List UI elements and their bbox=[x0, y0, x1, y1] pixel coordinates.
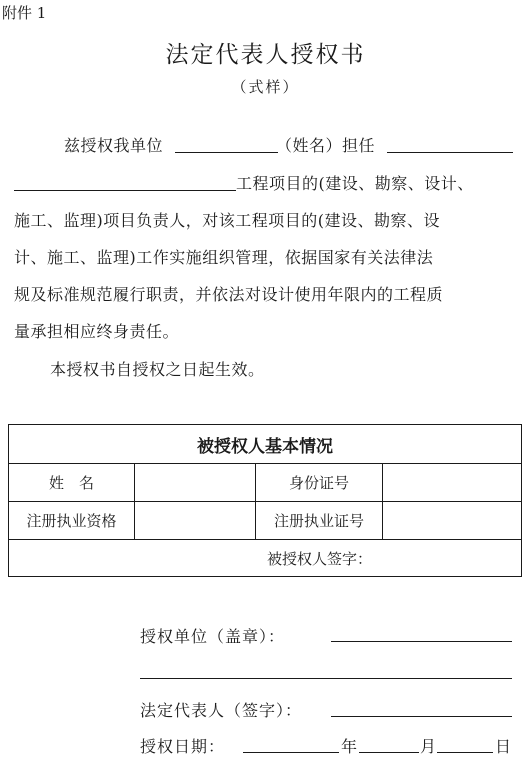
day-blank[interactable] bbox=[437, 752, 493, 753]
document-title: 法定代表人授权书 bbox=[165, 42, 366, 68]
id-number-label: 身份证号 bbox=[256, 464, 383, 502]
qualification-label: 注册执业资格 bbox=[9, 502, 135, 540]
legal-rep-label: 法定代表人（签字）： bbox=[140, 701, 303, 720]
signature-label: 被授权人签字： bbox=[267, 549, 373, 568]
signature-cell[interactable] bbox=[9, 540, 522, 577]
authorizing-unit-label: 授权单位（盖章）： bbox=[140, 627, 286, 646]
date-label: 授权日期： bbox=[140, 737, 226, 756]
person-name-blank[interactable] bbox=[387, 152, 513, 153]
body-line-3: 施工、监理)项目负责人，对该工程项目的(建设、勘察、设 bbox=[14, 211, 440, 230]
certificate-number-value-cell[interactable] bbox=[383, 502, 522, 540]
year-blank[interactable] bbox=[243, 752, 339, 753]
name-value-cell[interactable] bbox=[135, 464, 256, 502]
year-label: 年 bbox=[341, 737, 359, 756]
month-label: 月 bbox=[420, 737, 438, 756]
extra-blank-line[interactable] bbox=[140, 678, 512, 679]
day-label: 日 bbox=[495, 737, 513, 756]
body-line-6: 量承担相应终身责任。 bbox=[14, 322, 180, 341]
body-line-1b: （姓名）担任 bbox=[276, 136, 376, 155]
authorizing-unit-blank[interactable] bbox=[331, 641, 512, 642]
body-line-2: 工程项目的(建设、勘察、设计、 bbox=[236, 174, 474, 193]
table-header: 被授权人基本情况 bbox=[9, 425, 522, 464]
id-number-value-cell[interactable] bbox=[383, 464, 522, 502]
body-line-1a: 兹授权我单位 bbox=[64, 136, 164, 155]
annex-label: 附件 1 bbox=[2, 4, 47, 22]
qualification-value-cell[interactable] bbox=[135, 502, 256, 540]
authorized-person-table bbox=[8, 424, 522, 577]
name-label: 姓 名 bbox=[9, 464, 135, 502]
legal-rep-blank[interactable] bbox=[331, 716, 512, 717]
certificate-number-label: 注册执业证号 bbox=[256, 502, 383, 540]
unit-name-blank[interactable] bbox=[175, 152, 278, 153]
project-name-blank[interactable] bbox=[14, 190, 236, 191]
body-line-5: 规及标准规范履行职责，并依法对设计使用年限内的工程质 bbox=[14, 285, 444, 304]
body-paragraph-2: 本授权书自授权之日起生效。 bbox=[50, 360, 265, 379]
document-subtitle: （式样） bbox=[231, 78, 300, 96]
body-line-4: 计、施工、监理)工作实施组织管理，依据国家有关法律法 bbox=[14, 248, 434, 267]
month-blank[interactable] bbox=[359, 752, 419, 753]
